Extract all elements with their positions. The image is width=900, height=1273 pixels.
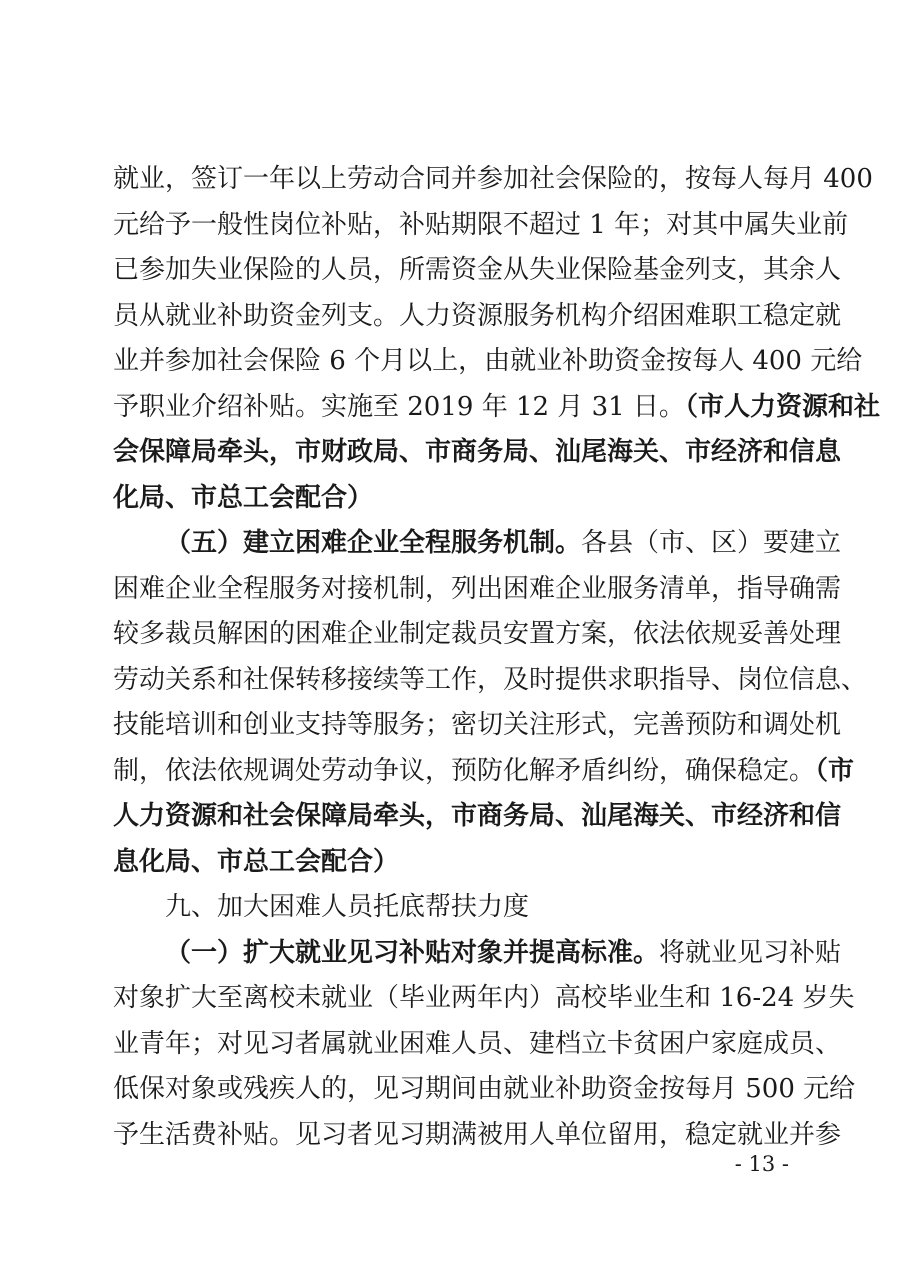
- section-title: （一）扩大就业见习补贴对象并提高标准。: [165, 937, 660, 968]
- text-line: 息化局、市总工会配合）: [113, 846, 400, 877]
- text-line: [113, 521, 842, 567]
- text-line: 困难企业全程服务对接机制，列出困难企业服务清单，指导确需: [113, 573, 842, 604]
- text-line: [113, 749, 855, 795]
- text-span: 制，依法依规调处劳动争议，预防化解矛盾纠纷，确保稳定。: [113, 755, 816, 786]
- text-line: 就业，签订一年以上劳动合同并参加社会保险的，按每人每月 400: [113, 164, 873, 194]
- text-span: 将就业见习补贴: [659, 937, 842, 968]
- bold-text-span: （市人力资源和社: [684, 391, 880, 422]
- text-line: [113, 385, 880, 431]
- text-line: 低保对象或残疾人的，见习期间由就业补助资金按每月 500 元给: [113, 1074, 856, 1104]
- text-line: 化局、市总工会配合）: [113, 482, 374, 513]
- text-line: 予生活费补贴。见习者见习期满被用人单位留用，稳定就业并参: [113, 1119, 842, 1150]
- text-line: 业并参加社会保险 6 个月以上，由就业补助资金按每人 400 元给: [113, 346, 863, 376]
- page-number: - 13 -: [734, 1152, 789, 1176]
- text-line: 员从就业补助资金列支。人力资源服务机构介绍困难职工稳定就: [113, 300, 842, 331]
- text-line: [113, 931, 842, 977]
- text-span: 各县（市、区）要建立: [581, 528, 842, 558]
- text-line: 对象扩大至离校未就业（毕业两年内）高校毕业生和 16-24 岁失: [113, 983, 855, 1013]
- chapter-heading: 九、加大困难人员托底帮扶力度: [165, 892, 530, 922]
- text-line: 劳动关系和社保转移接续等工作，及时提供求职指导、岗位信息、: [113, 664, 868, 695]
- text-line: 较多裁员解困的困难企业制定裁员安置方案，依法依规妥善处理: [113, 619, 842, 649]
- bold-text-span: （市: [815, 755, 855, 786]
- text-line: 人力资源和社会保障局牵头，市商务局、汕尾海关、市经济和信: [113, 801, 842, 831]
- text-line: 会保障局牵头，市财政局、市商务局、汕尾海关、市经济和信息: [113, 437, 842, 467]
- section-title: （五）建立困难企业全程服务机制。: [165, 528, 582, 558]
- text-line: 业青年；对见习者属就业困难人员、建档立卡贫困户家庭成员、: [113, 1028, 842, 1059]
- text-line: 元给予一般性岗位补贴，补贴期限不超过 1 年；对其中属失业前: [113, 209, 849, 240]
- text-span: 予职业介绍补贴。实施至 2019 年 12 月 31 日。: [113, 391, 685, 422]
- text-line: 技能培训和创业支持等服务；密切关注形式，完善预防和调处机: [113, 710, 842, 740]
- document-body: [113, 157, 880, 1158]
- text-line: 已参加失业保险的人员，所需资金从失业保险基金列支，其余人: [113, 255, 842, 285]
